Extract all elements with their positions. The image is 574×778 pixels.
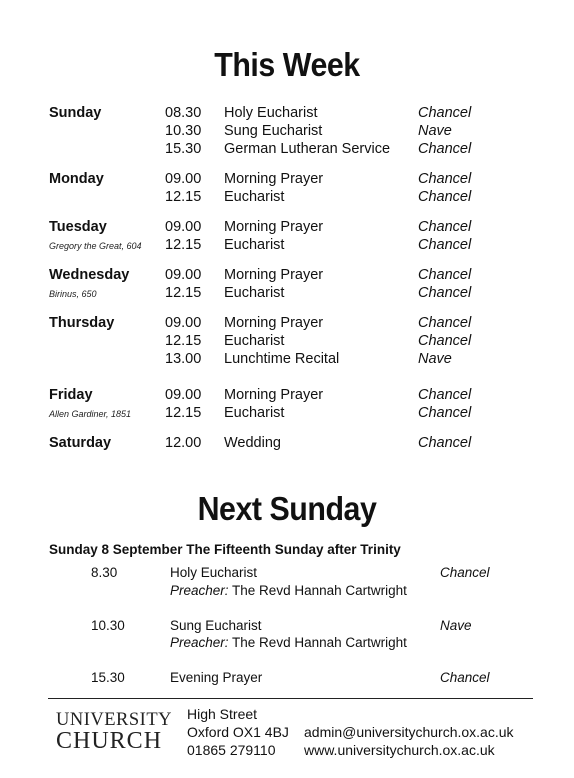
saint-label: Allen Gardiner, 1851 <box>49 409 132 419</box>
service-time: 09.00 <box>165 267 202 283</box>
service-location: Chancel <box>418 387 472 403</box>
this-week-title: This Week <box>214 46 360 83</box>
service-name: Eucharist <box>224 285 285 301</box>
day-label: Thursday <box>49 315 115 331</box>
service-name: Wedding <box>224 435 281 451</box>
phone-number: 01865 279110 <box>187 742 276 758</box>
next-sunday-title: Next Sunday <box>197 490 377 527</box>
service-name: Eucharist <box>224 189 285 205</box>
service-time: 12.00 <box>165 435 202 451</box>
service-location: Chancel <box>418 171 472 187</box>
service-location: Chancel <box>418 141 472 157</box>
service-name: Eucharist <box>224 237 285 253</box>
service-location: Chancel <box>418 189 472 205</box>
service-name: Sung Eucharist <box>224 123 323 139</box>
service-location: Chancel <box>418 315 472 331</box>
service-name: Holy Eucharist <box>224 105 318 121</box>
service-time: 13.00 <box>165 351 202 367</box>
preacher-name: The Revd Hannah Cartwright <box>232 635 407 650</box>
service-name: Evening Prayer <box>170 670 263 685</box>
logo-church: CHURCH <box>56 728 163 754</box>
website-link[interactable]: www.universitychurch.ox.ac.uk <box>304 742 495 758</box>
logo-university: UNIVERSITY <box>56 710 172 730</box>
service-time: 08.30 <box>165 105 202 121</box>
day-label: Monday <box>49 171 104 187</box>
service-time: 8.30 <box>91 565 118 580</box>
saint-label: Birinus, 650 <box>49 289 97 299</box>
service-name: Holy Eucharist <box>170 565 258 580</box>
service-name: Lunchtime Recital <box>224 351 340 367</box>
service-name: Morning Prayer <box>224 219 324 235</box>
service-name: German Lutheran Service <box>224 141 391 157</box>
service-time: 09.00 <box>165 387 202 403</box>
service-time: 09.00 <box>165 171 202 187</box>
service-name: Morning Prayer <box>224 267 324 283</box>
preacher-label: Preacher: <box>170 583 229 598</box>
service-time: 15.30 <box>91 670 125 685</box>
service-location: Chancel <box>440 565 490 580</box>
service-time: 12.15 <box>165 237 202 253</box>
service-location: Chancel <box>418 105 472 121</box>
service-time: 15.30 <box>165 141 202 157</box>
service-time: 09.00 <box>165 219 202 235</box>
day-label: Sunday <box>49 105 102 121</box>
service-time: 10.30 <box>91 618 125 633</box>
service-time: 10.30 <box>165 123 202 139</box>
service-location: Nave <box>418 351 452 367</box>
service-name: Eucharist <box>224 333 285 349</box>
service-location: Nave <box>440 618 472 633</box>
preacher-label: Preacher: <box>170 635 229 650</box>
footer-divider <box>48 698 533 699</box>
service-location: Chancel <box>440 670 490 685</box>
service-location: Chancel <box>418 285 472 301</box>
service-location: Chancel <box>418 237 472 253</box>
service-location: Chancel <box>418 267 472 283</box>
service-name: Morning Prayer <box>224 171 324 187</box>
service-time: 12.15 <box>165 189 202 205</box>
service-location: Chancel <box>418 435 472 451</box>
address-city: Oxford OX1 4BJ <box>187 724 289 740</box>
service-location: Chancel <box>418 219 472 235</box>
day-label: Tuesday <box>49 219 107 235</box>
address-street: High Street <box>187 706 258 722</box>
service-time: 12.15 <box>165 333 202 349</box>
service-location: Chancel <box>418 405 472 421</box>
service-name: Morning Prayer <box>224 387 324 403</box>
service-name: Sung Eucharist <box>170 618 262 633</box>
day-label: Wednesday <box>49 267 130 283</box>
next-sunday-heading: Sunday 8 September The Fifteenth Sunday after Trinity <box>49 542 401 557</box>
saint-label: Gregory the Great, 604 <box>49 241 142 251</box>
email-link[interactable]: admin@universitychurch.ox.ac.uk <box>304 724 514 740</box>
service-time: 12.15 <box>165 405 202 421</box>
preacher-line <box>170 583 407 598</box>
service-name: Eucharist <box>224 405 285 421</box>
service-location: Chancel <box>418 333 472 349</box>
service-location: Nave <box>418 123 452 139</box>
preacher-line <box>170 635 407 650</box>
service-time: 09.00 <box>165 315 202 331</box>
day-label: Saturday <box>49 435 112 451</box>
service-name: Morning Prayer <box>224 315 324 331</box>
preacher-name: The Revd Hannah Cartwright <box>232 583 407 598</box>
day-label: Friday <box>49 387 93 403</box>
service-time: 12.15 <box>165 285 202 301</box>
